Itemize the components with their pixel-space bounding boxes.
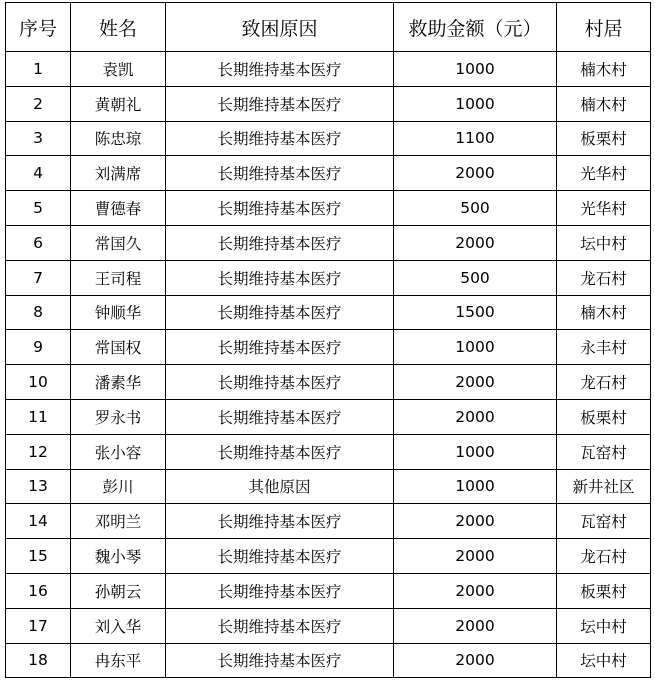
cell-name: 黄朝礼	[71, 86, 166, 121]
table-row	[6, 539, 651, 574]
cell-name: 冉东平	[71, 643, 166, 678]
cell-aid-amount: 2000	[394, 156, 557, 191]
cell-name: 彭川	[71, 469, 166, 504]
cell-serial-number: 18	[6, 643, 71, 678]
cell-serial-number: 5	[6, 191, 71, 226]
table-row	[6, 52, 651, 87]
table-row	[6, 121, 651, 156]
cell-aid-amount: 500	[394, 260, 557, 295]
cell-name: 钟顺华	[71, 295, 166, 330]
table-row	[6, 295, 651, 330]
cell-hardship-reason: 长期维持基本医疗	[166, 295, 394, 330]
cell-hardship-reason: 长期维持基本医疗	[166, 86, 394, 121]
cell-aid-amount: 2000	[394, 225, 557, 260]
cell-hardship-reason: 长期维持基本医疗	[166, 191, 394, 226]
cell-name: 刘满席	[71, 156, 166, 191]
cell-serial-number: 3	[6, 121, 71, 156]
cell-name: 魏小琴	[71, 539, 166, 574]
table-body	[6, 52, 651, 678]
cell-hardship-reason: 长期维持基本医疗	[166, 330, 394, 365]
cell-serial-number: 2	[6, 86, 71, 121]
cell-village: 板栗村	[557, 121, 651, 156]
cell-aid-amount: 500	[394, 191, 557, 226]
cell-village: 坛中村	[557, 608, 651, 643]
table-row	[6, 191, 651, 226]
cell-serial-number: 11	[6, 399, 71, 434]
cell-hardship-reason: 长期维持基本医疗	[166, 225, 394, 260]
cell-village: 坛中村	[557, 643, 651, 678]
cell-hardship-reason: 长期维持基本医疗	[166, 52, 394, 87]
cell-serial-number: 8	[6, 295, 71, 330]
cell-village: 楠木村	[557, 86, 651, 121]
cell-hardship-reason: 其他原因	[166, 469, 394, 504]
table-row	[6, 608, 651, 643]
cell-aid-amount: 2000	[394, 399, 557, 434]
header-hardship-reason: 致困原因	[166, 3, 394, 52]
cell-aid-amount: 2000	[394, 539, 557, 574]
cell-aid-amount: 1500	[394, 295, 557, 330]
cell-serial-number: 4	[6, 156, 71, 191]
cell-aid-amount: 2000	[394, 504, 557, 539]
table-row	[6, 434, 651, 469]
cell-serial-number: 14	[6, 504, 71, 539]
cell-village: 坛中村	[557, 225, 651, 260]
table-row	[6, 225, 651, 260]
cell-hardship-reason: 长期维持基本医疗	[166, 643, 394, 678]
cell-village: 光华村	[557, 191, 651, 226]
cell-name: 罗永书	[71, 399, 166, 434]
cell-village: 光华村	[557, 156, 651, 191]
cell-serial-number: 6	[6, 225, 71, 260]
cell-name: 常国权	[71, 330, 166, 365]
table-row	[6, 399, 651, 434]
cell-hardship-reason: 长期维持基本医疗	[166, 573, 394, 608]
cell-village: 龙石村	[557, 365, 651, 400]
table-row	[6, 573, 651, 608]
cell-aid-amount: 2000	[394, 365, 557, 400]
cell-name: 张小容	[71, 434, 166, 469]
cell-aid-amount: 1000	[394, 86, 557, 121]
cell-hardship-reason: 长期维持基本医疗	[166, 365, 394, 400]
cell-serial-number: 9	[6, 330, 71, 365]
cell-village: 永丰村	[557, 330, 651, 365]
cell-serial-number: 17	[6, 608, 71, 643]
cell-serial-number: 7	[6, 260, 71, 295]
cell-aid-amount: 1000	[394, 52, 557, 87]
table-row	[6, 330, 651, 365]
cell-name: 孙朝云	[71, 573, 166, 608]
cell-name: 袁凯	[71, 52, 166, 87]
cell-name: 王司程	[71, 260, 166, 295]
cell-village: 板栗村	[557, 399, 651, 434]
table-header-row	[6, 3, 651, 52]
table-row	[6, 260, 651, 295]
cell-village: 瓦窑村	[557, 434, 651, 469]
cell-name: 曹德春	[71, 191, 166, 226]
cell-aid-amount: 2000	[394, 608, 557, 643]
cell-hardship-reason: 长期维持基本医疗	[166, 156, 394, 191]
cell-village: 楠木村	[557, 52, 651, 87]
table-row	[6, 504, 651, 539]
cell-hardship-reason: 长期维持基本医疗	[166, 504, 394, 539]
cell-serial-number: 15	[6, 539, 71, 574]
cell-aid-amount: 1000	[394, 330, 557, 365]
cell-village: 龙石村	[557, 260, 651, 295]
cell-name: 邓明兰	[71, 504, 166, 539]
cell-aid-amount: 1000	[394, 434, 557, 469]
cell-hardship-reason: 长期维持基本医疗	[166, 260, 394, 295]
cell-serial-number: 1	[6, 52, 71, 87]
cell-name: 陈忠琼	[71, 121, 166, 156]
cell-aid-amount: 1000	[394, 469, 557, 504]
cell-village: 新井社区	[557, 469, 651, 504]
cell-aid-amount: 2000	[394, 573, 557, 608]
header-aid-amount: 救助金额（元）	[394, 3, 557, 52]
cell-hardship-reason: 长期维持基本医疗	[166, 608, 394, 643]
table-row	[6, 156, 651, 191]
cell-village: 板栗村	[557, 573, 651, 608]
cell-serial-number: 10	[6, 365, 71, 400]
cell-hardship-reason: 长期维持基本医疗	[166, 539, 394, 574]
aid-recipients-table	[5, 2, 651, 678]
cell-serial-number: 13	[6, 469, 71, 504]
header-name: 姓名	[71, 3, 166, 52]
cell-aid-amount: 1100	[394, 121, 557, 156]
cell-name: 刘入华	[71, 608, 166, 643]
table-row	[6, 643, 651, 678]
table-row	[6, 86, 651, 121]
cell-name: 潘素华	[71, 365, 166, 400]
cell-hardship-reason: 长期维持基本医疗	[166, 399, 394, 434]
table-row	[6, 469, 651, 504]
header-serial-number: 序号	[6, 3, 71, 52]
cell-hardship-reason: 长期维持基本医疗	[166, 121, 394, 156]
cell-hardship-reason: 长期维持基本医疗	[166, 434, 394, 469]
cell-village: 瓦窑村	[557, 504, 651, 539]
cell-serial-number: 12	[6, 434, 71, 469]
header-village: 村居	[557, 3, 651, 52]
cell-serial-number: 16	[6, 573, 71, 608]
cell-aid-amount: 2000	[394, 643, 557, 678]
cell-village: 龙石村	[557, 539, 651, 574]
cell-village: 楠木村	[557, 295, 651, 330]
table-row	[6, 365, 651, 400]
cell-name: 常国久	[71, 225, 166, 260]
